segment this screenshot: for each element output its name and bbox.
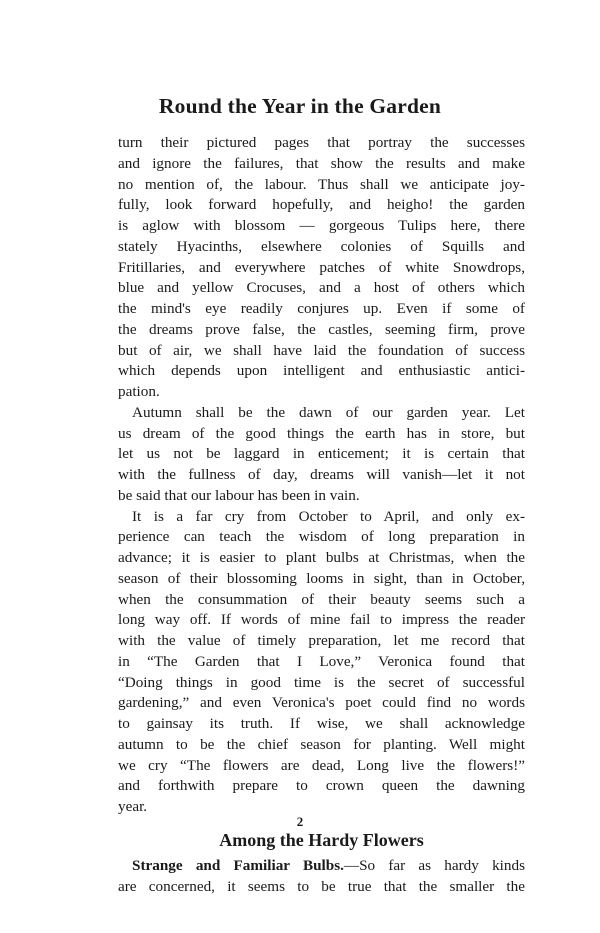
text-line: no mention of, the labour. Thus shall we anticipate joy- xyxy=(118,175,525,193)
text-span: —So far as hardy kinds xyxy=(343,856,525,874)
text-line: Autumn shall be the dawn of our garden year. Let xyxy=(132,403,525,421)
running-head: Round the Year in the Garden xyxy=(158,94,442,118)
text-line: long way off. If words of mine fail to impress the reader xyxy=(118,611,525,629)
section-heading: Among the Hardy Flowers xyxy=(219,829,424,850)
paragraph-4 xyxy=(118,856,525,898)
paragraph-3 xyxy=(118,507,525,818)
text-line: It is a far cry from October to April, and only ex- xyxy=(132,507,525,525)
text-line: with the fullness of day, dreams will vanish—let it not xyxy=(118,466,525,483)
text-line: be said that our labour has been in vain. xyxy=(118,486,360,504)
text-line: blue and yellow Crocuses, and a host of others which xyxy=(118,279,525,297)
text-line: gardening,” and even Veronica's poet could find no words xyxy=(118,694,525,712)
text-line: in “The Garden that I Love,” Veronica found that xyxy=(118,652,525,670)
text-line: autumn to be the chief season for planting. Well might xyxy=(118,735,525,753)
text-line: is aglow with blossom — gorgeous Tulips here, there xyxy=(118,217,525,234)
text-line: but of air, we shall have laid the foundation of success xyxy=(118,341,525,359)
text-line: perience can teach the wisdom of long preparation in xyxy=(118,528,525,546)
text-line: fully, look forward hopefully, and heigho! the garden xyxy=(118,196,525,214)
text-line: are concerned, it seems to be true that the smaller the xyxy=(118,877,525,895)
text-line: us dream of the good things the earth has in store, but xyxy=(118,424,525,442)
text-line: we cry “The flowers are dead, Long live the flowers!” xyxy=(118,756,525,774)
body-text xyxy=(118,133,525,897)
paragraph-2 xyxy=(118,403,525,507)
text-line: advance; it is easier to plant bulbs at Christmas, when the xyxy=(118,549,525,566)
page-number: 2 xyxy=(296,814,304,829)
text-line: let us not be laggard in enticement; it is certain that xyxy=(118,445,525,463)
text-line: the mind's eye readily conjures up. Even if some of xyxy=(118,300,525,317)
text-line: Fritillaries, and everywhere patches of white Snowdrops, xyxy=(118,258,525,276)
text-line: when the consummation of their beauty seems such a xyxy=(118,590,525,608)
text-line: which depends upon intelligent and enthusiastic antici- xyxy=(118,362,525,380)
text-line xyxy=(118,856,525,877)
text-line: turn their pictured pages that portray the successes xyxy=(118,134,525,151)
text-line: pation. xyxy=(118,383,160,400)
text-line: season of their blossoming looms in sight, than in October, xyxy=(118,569,525,587)
text-line: with the value of timely preparation, let me record that xyxy=(118,632,525,649)
text-line: “Doing things in good time is the secret of successful xyxy=(118,673,525,691)
paragraph-1 xyxy=(118,133,525,403)
run-in-heading: Strange and Familiar Bulbs. xyxy=(132,856,344,874)
text-line: and forthwith prepare to crown queen the dawning xyxy=(118,777,525,795)
text-line: year. xyxy=(118,798,148,815)
text-line: and ignore the failures, that show the results and make xyxy=(118,154,525,172)
text-line: the dreams prove false, the castles, seeming firm, prove xyxy=(118,320,525,338)
text-line: stately Hyacinths, elsewhere colonies of Squills and xyxy=(118,237,525,255)
text-line: to gainsay its truth. If wise, we shall acknowledge xyxy=(118,715,525,732)
